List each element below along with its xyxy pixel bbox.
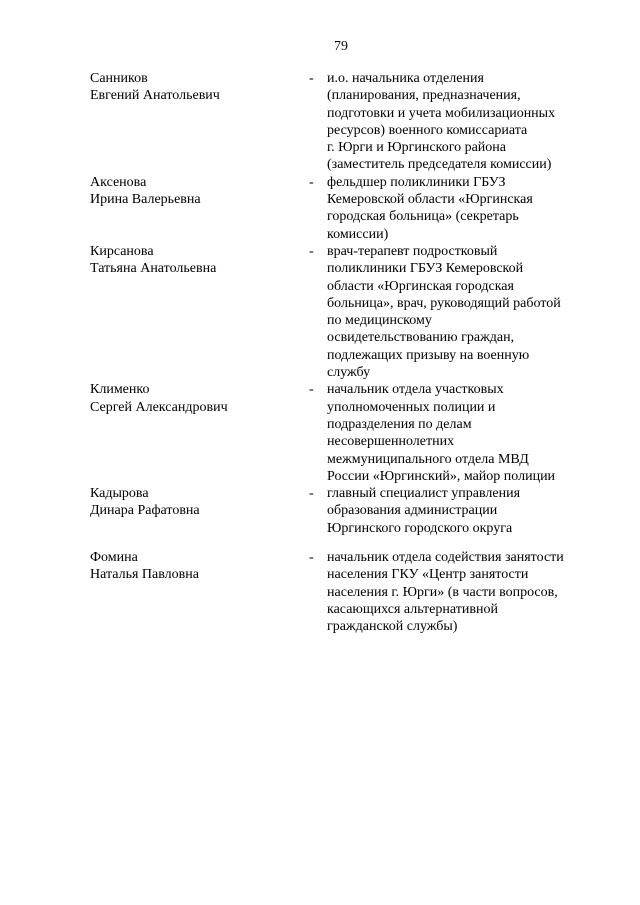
- position-line: начальник отдела участковых: [327, 382, 504, 398]
- dash-separator: -: [309, 382, 314, 398]
- position-line: подлежащих призыву на военную: [327, 347, 530, 363]
- member-entry: [90, 174, 595, 243]
- member-given-names: Евгений Анатольевич: [90, 88, 220, 104]
- member-position: [327, 70, 595, 174]
- position-line: ресурсов) военного комиссариата: [327, 122, 528, 138]
- member-entry: [90, 381, 595, 485]
- position-line: области «Юргинская городская: [327, 278, 514, 294]
- member-name: [90, 549, 300, 584]
- position-line: подготовки и учета мобилизационных: [327, 105, 556, 121]
- position-line: комиссии): [327, 226, 389, 242]
- position-line: уполномоченных полиции и: [327, 399, 496, 415]
- position-line: и.о. начальника отделения: [327, 71, 484, 86]
- position-line: Кемеровской области «Юргинская: [327, 192, 533, 208]
- member-given-names: Динара Рафатовна: [90, 503, 200, 519]
- position-line: фельдшер поликлиники ГБУЗ: [327, 174, 506, 190]
- position-line: г. Юрги и Юргинского района: [327, 140, 507, 156]
- position-line: службу: [327, 365, 371, 381]
- position-line: гражданской службы): [327, 619, 458, 635]
- position-line: (заместитель председателя комиссии): [327, 157, 552, 173]
- position-line: освидетельствованию граждан,: [327, 330, 515, 346]
- member-name: [90, 174, 300, 209]
- page-number: 79: [334, 39, 348, 54]
- member-name: [90, 70, 300, 105]
- member-given-names: Ирина Валерьевна: [90, 192, 201, 208]
- member-position: [327, 485, 595, 537]
- dash-separator: -: [309, 243, 314, 259]
- member-entry: [90, 549, 595, 635]
- position-line: начальник отдела содействия занятости: [327, 550, 564, 566]
- position-line: Юргинского городского округа: [327, 520, 513, 536]
- position-line: России «Юргинский», майор полиции: [327, 468, 556, 484]
- position-line: подразделения по делам: [327, 416, 472, 432]
- position-line: городская больница» (секретарь: [327, 209, 519, 225]
- member-position: [327, 381, 595, 485]
- member-entry: [90, 70, 595, 174]
- member-surname: Санников: [90, 71, 148, 86]
- member-surname: Кирсанова: [90, 243, 154, 259]
- member-surname: Кадырова: [90, 486, 149, 502]
- member-surname: Аксенова: [90, 174, 147, 190]
- member-position: [327, 174, 595, 243]
- member-given-names: Сергей Александрович: [90, 399, 228, 415]
- position-line: поликлиники ГБУЗ Кемеровской: [327, 261, 524, 277]
- position-line: межмуниципального отдела МВД: [327, 451, 529, 467]
- member-name: [90, 381, 300, 416]
- position-line: по медицинскому: [327, 313, 432, 329]
- position-line: несовершеннолетних: [327, 434, 455, 450]
- dash-separator: -: [309, 174, 314, 190]
- position-line: образования администрации: [327, 503, 498, 519]
- position-line: (планирования, предназначения,: [327, 88, 521, 104]
- position-line: главный специалист управления: [327, 486, 521, 502]
- position-line: населения г. Юрги» (в части вопросов,: [327, 584, 558, 600]
- position-line: касающихся альтернативной: [327, 601, 498, 617]
- member-entry: [90, 485, 595, 537]
- dash-separator: -: [309, 550, 314, 566]
- commission-member-list: [90, 70, 595, 636]
- member-given-names: Наталья Павловна: [90, 567, 199, 583]
- member-position: [327, 549, 595, 635]
- dash-separator: -: [309, 486, 314, 502]
- dash-separator: -: [309, 71, 314, 86]
- member-surname: Фомина: [90, 550, 138, 566]
- member-entry: [90, 243, 595, 381]
- position-line: врач-терапевт подростковый: [327, 243, 498, 259]
- position-line: больница», врач, руководящий работой: [327, 295, 561, 311]
- position-line: населения ГКУ «Центр занятости: [327, 567, 529, 583]
- member-name: [90, 243, 300, 278]
- member-given-names: Татьяна Анатольевна: [90, 261, 217, 277]
- member-position: [327, 243, 595, 381]
- member-name: [90, 485, 300, 520]
- member-surname: Клименко: [90, 382, 150, 398]
